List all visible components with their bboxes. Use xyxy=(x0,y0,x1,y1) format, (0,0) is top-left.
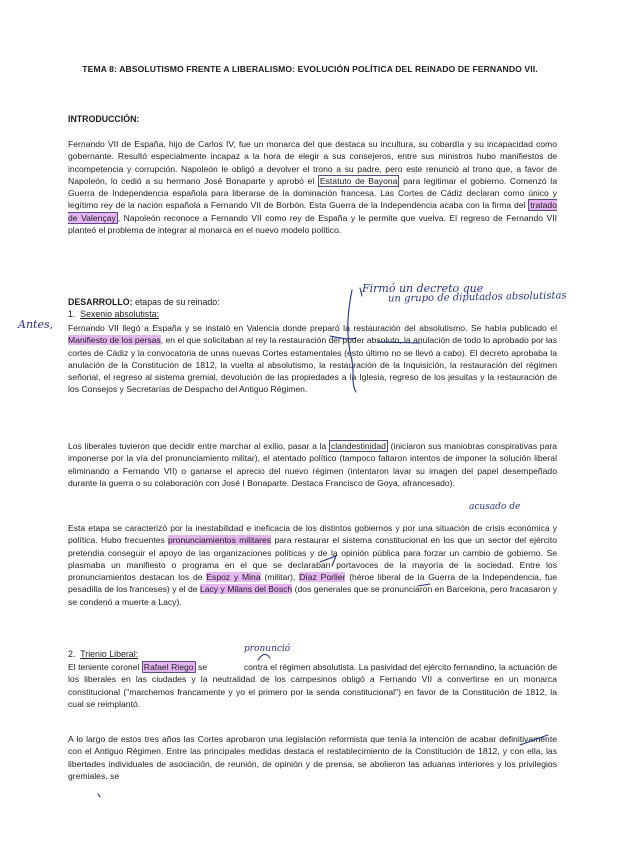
p3-text-c: (militar), xyxy=(260,572,300,582)
section-1-paragraph-2 xyxy=(68,440,557,489)
p2-text-a: Los liberales tuvieron que decidir entre marchar al exilio, pasar a la xyxy=(68,441,329,451)
section-2-paragraph-2: A lo largo de estos tres años las Cortes aprobaron una legislación reformista que tenía la intención de acabar definitivamente con el Antiguo Régimen. Entre las principales medidas destaca el restablecimiento de la Constitución de 1812, y con ella, las libertades individuales de asociación, de reunión, de opinión y de prensa, se abolieron las aduanas interiores y los privilegios gremiales, se xyxy=(68,734,557,781)
p3-text-b: para restaurar el sistema constitucional en los que un sector del ejército pretendía conseguir el apoyo de las organizaciones políticas y de la opinión pública para forzar un cambio de gobierno. Se plasmaba un manifiesto o programa en el que se declaraban portavoces de la mayoría de la sociedad. Entre los pronunciamientos destacan los de xyxy=(68,535,558,582)
handwritten-note-decreto: Firmó un decreto que xyxy=(362,282,484,295)
handwritten-note-acusado: acusado de xyxy=(469,502,521,512)
arrow-mark-3 xyxy=(258,654,270,660)
dot-mark-1 xyxy=(98,794,100,797)
highlight-pronunciamientos: pronunciamientos militares xyxy=(168,535,272,546)
section-1-number: 1. xyxy=(68,309,76,319)
section-1-title: Sexenio absolutista: xyxy=(80,309,159,319)
intro-text-1: Fernando VII de España, hijo de Carlos IV, fue un monarca del que destaca su incultura, su cobardía y su incapacidad como gobernante. Resultó especialmente incapaz a la hora de elegir a sus consejeros, entre sus ministros hubo manifiestos de incompetencia y corrupción. Napoleón le obligó a devolver el trono a su padre, pero este renunció al trono que, a favor de Napoleón, lo cedió a su hermano José Bonaparte y aprobó el xyxy=(68,139,557,186)
intro-heading: INTRODUCCIÓN: xyxy=(68,114,140,124)
handwritten-note-pronuncio: pronunció xyxy=(244,644,291,654)
p4-text-a: El teniente coronel xyxy=(68,662,142,672)
section-2-heading xyxy=(68,648,138,660)
section-2-number: 2. xyxy=(68,649,76,659)
section-2-paragraph-1 xyxy=(68,661,560,710)
p1-text-a: Fernando VII llegó a España y se instaló en Valencia donde preparó la restauración del absolutismo. Se había publicado el xyxy=(68,323,557,333)
intro-text-2: para legitimar el gobierno. Comenzó la Guerra de Independencia española para liberarse de la dominación francesa. Las Cortes de Cádiz declaran como único y legítimo rey de la nación española a Fernando VII de Borbón. Esta Guerra de la Independencia acaba con la firma del xyxy=(68,175,557,211)
highlight-clandestinidad: clandestinidad xyxy=(330,441,386,451)
section-1-heading xyxy=(68,308,159,320)
p3-text-d: (héroe liberal de la Guerra de la Independencia, fue pesadilla de los franceses) y el de xyxy=(68,572,557,595)
p2-text-b: (iniciaron sus maniobras conspirativas para imponerse por la vía del pronunciamiento militar), el atentado político (tampoco faltaron intentos de imponer la solución liberal eliminando a Fernando VII) o ganarse el aprecio del nuevo régimen (intentaron lavar su imagen del papel desempeñado durante la guerra o su colaboración con José I Bonaparte. Destaca Francisco de Goya, afrancesado). xyxy=(68,441,558,488)
section-1-paragraph-3 xyxy=(68,522,557,608)
p3-text-e: (dos generales que se pronunciaron en Barcelona, pero fracasaron y se condenó a muerte a Lacy). xyxy=(68,584,558,607)
desarrollo-label: DESARROLLO: xyxy=(68,297,133,307)
highlight-rafael-riego: Rafael Riego xyxy=(143,662,194,672)
desarrollo-subtitle: etapas de su reinado: xyxy=(132,297,220,307)
section-2-title: Trienio Liberal: xyxy=(80,649,139,659)
highlight-diaz-porlier: Díaz Porlier xyxy=(299,572,346,582)
handwritten-note-antes: Antes, xyxy=(18,318,54,331)
p4-text-b: se contra el régimen absolutista. La pasividad del ejército fernandino, la actuación de los liberales en las ciudades y la neutralidad de los campesinos obligó a Fernando VII a convertirse en un monarca constitucional ("marchemos francamente y yo el primero por la senda constitucional") en favor de la Constitución de 1812, la cual se reimplantó. xyxy=(68,662,560,709)
highlight-manifiesto-persas: Manifiesto de los persas xyxy=(68,335,161,346)
highlight-estatuto-bayona: Estatuto de Bayona xyxy=(319,175,398,186)
intro-paragraph xyxy=(68,138,557,236)
highlight-tratado-valencay: tratado de Valençay xyxy=(68,200,557,223)
handwritten-note-diputados: un grupo de diputados absolutistas xyxy=(387,290,567,305)
highlight-espoz-mina: Espoz y Mina xyxy=(206,572,261,582)
section-1-paragraph-1 xyxy=(68,322,557,396)
desarrollo-heading xyxy=(68,296,220,308)
p1-text-b: , en el que solicitaban al rey la restauración del poder absoluto, la anulación de todo lo aprobado por las cortes de Cádiz y la convocatoria de unas nuevas Cortes estamentales (esto último no se llevó a cabo). El decreto aprobaba la anulación de la Constitución de 1812, la vuelta al absolutismo, la restauración de la Inquisición, la restauración del régimen señorial, el regreso al sistema gremial, devolución de las propiedades a la Iglesia, regreso de los jesuitas y la restauración de los Consejos y Secretarías de Despacho del Antiguo Régimen. xyxy=(68,335,558,395)
document-title: TEMA 8: ABSOLUTISMO FRENTE A LIBERALISMO: EVOLUCIÓN POLÍTICA DEL REINADO DE FERNANDO VII. xyxy=(82,64,538,74)
p3-text-a: Esta etapa se caracterizó por la inestabilidad e ineficacia de los distintos gobiernos y por una situación de crisis económica y política. Hubo frecuentes xyxy=(68,523,557,546)
highlight-lacy-milans: Lacy y Milans del Bosch xyxy=(199,584,293,595)
intro-text-3: , Napoleón reconoce a Fernando VII como rey de España y le permite que vuelva. El regreso de Fernando VII planteó el problema de integrar al monarca en el nuevo modelo político. xyxy=(68,212,557,235)
